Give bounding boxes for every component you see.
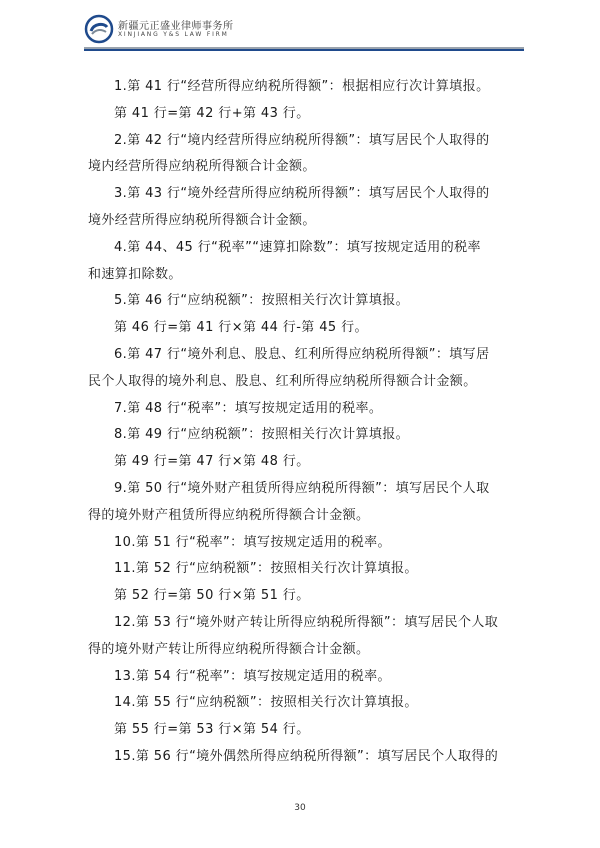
paragraph-line: 得的境外财产转让所得应纳税所得额合计金额。 (88, 641, 370, 657)
paragraph-line: 10.第 51 行“税率”：填写按规定适用的税率。 (114, 534, 391, 550)
paragraph-line: 3.第 43 行“境外经营所得应纳税所得额”：填写居民个人取得的 (114, 186, 490, 202)
paragraph-line: 14.第 55 行“应纳税额”：按照相关行次计算填报。 (114, 695, 418, 711)
paragraph-line: 2.第 42 行“境内经营所得应纳税所得额”：填写居民个人取得的 (114, 132, 490, 148)
paragraph-line: 4.第 44、45 行“税率”“速算扣除数”：填写按规定适用的税率 (114, 239, 481, 255)
paragraph-line: 得的境外财产租赁所得应纳税所得额合计金额。 (88, 507, 370, 523)
page-number: 30 (294, 803, 306, 813)
firm-name-en: XINJIANG Y&S LAW FIRM (118, 31, 229, 38)
paragraph-line: 第 55 行=第 53 行×第 54 行。 (114, 722, 310, 738)
firm-logo-icon (84, 14, 114, 44)
paragraph-line: 1.第 41 行“经营所得应纳税所得额”：根据相应行次计算填报。 (114, 79, 490, 94)
paragraph-line: 境外经营所得应纳税所得额合计金额。 (88, 213, 316, 228)
paragraph-line: 和速算扣除数。 (88, 266, 182, 282)
page-header (84, 14, 524, 44)
paragraph-line: 8.第 49 行“应纳税额”：按照相关行次计算填报。 (114, 427, 410, 443)
paragraph-line: 13.第 54 行“税率”：填写按规定适用的税率。 (114, 668, 391, 684)
paragraph-line: 7.第 48 行“税率”：填写按规定适用的税率。 (114, 400, 383, 416)
paragraph-line: 民个人取得的境外利息、股息、红利所得应纳税所得额合计金额。 (88, 373, 477, 389)
paragraph-line: 6.第 47 行“境外利息、股息、红利所得应纳税所得额”：填写居 (114, 347, 490, 362)
paragraph-line: 第 46 行=第 41 行×第 44 行-第 45 行。 (114, 320, 368, 336)
firm-name-cn: 新疆元正盛业律师事务所 (118, 21, 234, 32)
paragraph-line: 11.第 52 行“应纳税额”：按照相关行次计算填报。 (114, 561, 418, 577)
paragraph-line: 9.第 50 行“境外财产租赁所得应纳税所得额”：填写居民个人取 (114, 481, 490, 496)
paragraph-line: 第 41 行=第 42 行+第 43 行。 (114, 105, 310, 121)
paragraph-line: 境内经营所得应纳税所得额合计金额。 (88, 159, 316, 175)
paragraph-line: 15.第 56 行“境外偶然所得应纳税所得额”：填写居民个人取得的 (114, 749, 499, 764)
paragraph-line: 第 52 行=第 50 行×第 51 行。 (114, 588, 310, 604)
header-rule-blue (84, 49, 524, 51)
paragraph-line: 12.第 53 行“境外财产转让所得应纳税所得额”：填写居民个人取 (114, 615, 499, 630)
paragraph-line: 5.第 46 行“应纳税额”：按照相关行次计算填报。 (114, 293, 410, 309)
paragraph-line: 第 49 行=第 47 行×第 48 行。 (114, 454, 310, 470)
